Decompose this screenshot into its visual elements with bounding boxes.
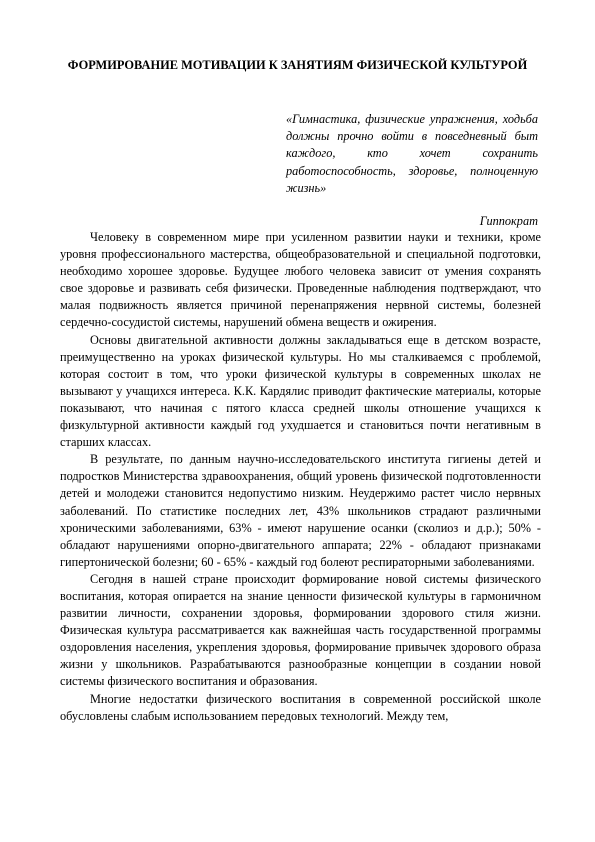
- epigraph-author: Гиппократ: [479, 214, 538, 228]
- paragraph: Человеку в современном мире при усиленном развитии науки и техники, кроме уровня профессионального мастерства, общеобразовательной и специальной подготовки, необходимо хорошее здоровье. Будущее любого человека зависит от умения сохранять свое здоровье и развивать себя физически. Проведенные наблюдения подтверждают, что малая подвижность является причиной перенапряжения нервной системы, болезней сердечно-сосудистой системы, нарушений обмена веществ и ожирения.: [60, 230, 541, 330]
- document-title: ФОРМИРОВАНИЕ МОТИВАЦИИ К ЗАНЯТИЯМ ФИЗИЧЕСКОЙ КУЛЬТУРОЙ: [67, 58, 528, 72]
- paragraph: Многие недостатки физического воспитания в современной российской школе обусловлены слабым использованием передовых технологий. Между тем,: [60, 691, 541, 723]
- epigraph-quote: «Гимнастика, физические упражнения, ходьба должны прочно войти в повседневный быт каждого, кто хочет сохранить работоспособность, здоровье, полноценную жизнь»: [286, 112, 538, 195]
- paragraph: В результате, по данным научно-исследовательского института гигиены детей и подростков Министерства здравоохранения, общий уровень физической подготовленности детей и молодежи становится недопустимо низким. Неудержимо растет число нервных заболеваний. По статистике последних лет, 43% школьников страдают различными хроническими заболеваниями, 63% - имеют нарушение осанки (сколиоз и д.р.); 50% - обладают нарушениями опорно-двигательного аппарата; 22% - обладают признаками гипертонической болезни; 60 - 65% - каждый год болеют респираторными заболеваниями.: [60, 452, 541, 569]
- paragraph: Основы двигательной активности должны закладываться еще в детском возрасте, преимущественно на уроках физической культуры. Но мы сталкиваемся с проблемой, которая состоит в том, что уроки физической культуры в современных школах не вызывают у учащихся интереса. К.К. Кардялис приводит фактические материалы, которые показывают, что начиная с пятого класса средней школы отношение учащихся к физкультурной активности каждый год ухудшается и становиться почти негативным в старших классах.: [60, 332, 541, 450]
- document-body: [60, 229, 541, 725]
- paragraph: Сегодня в нашей стране происходит формирование новой системы физического воспитания, которая опирается на знание ценности физической культуры в гармоничном развитии личности, сохранении здоровья, формировании здорового стиля жизни. Физическая культура рассматривается как важнейшая часть государственной программы оздоровления населения, укрепления здоровья, формирование привычек здорового образа жизни у школьников. Разрабатываются разнообразные концепции в создании новой системы физического воспитания и образования.: [60, 571, 541, 689]
